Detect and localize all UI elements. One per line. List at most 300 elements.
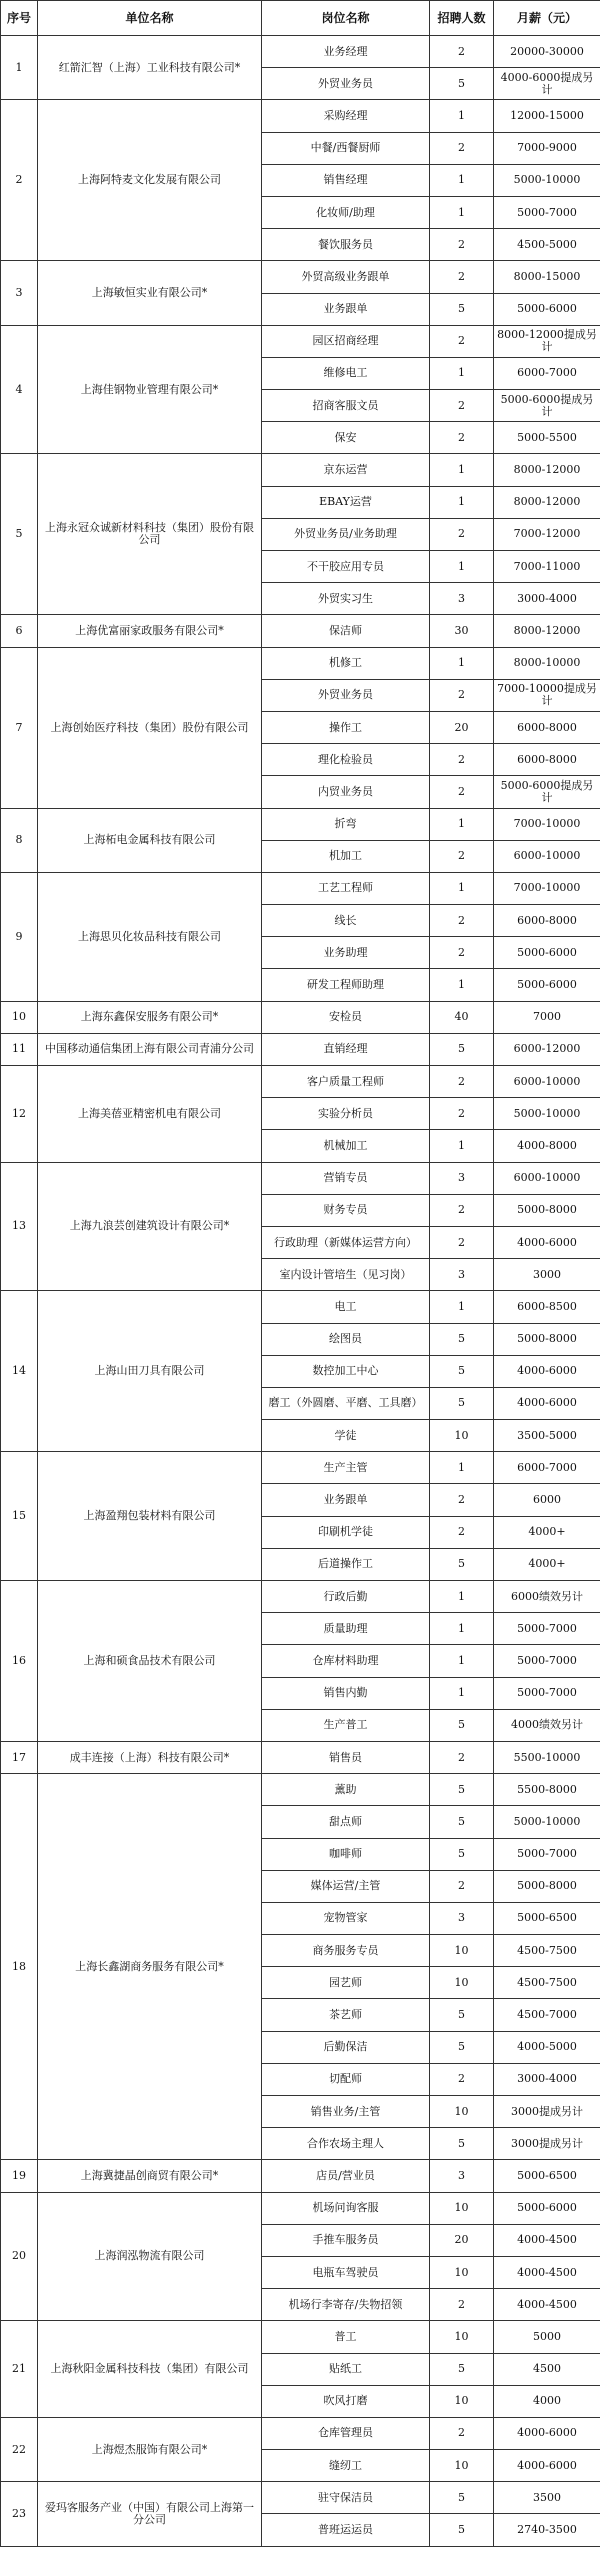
hire-count: 2 — [430, 1870, 494, 1902]
row-number: 15 — [1, 1452, 38, 1581]
position-name: 中餐/西餐厨师 — [262, 132, 430, 164]
row-number: 9 — [1, 872, 38, 1001]
monthly-salary: 4000-6000 — [494, 1355, 600, 1387]
monthly-salary: 5000-8000 — [494, 1323, 600, 1355]
position-name: 咖啡师 — [262, 1838, 430, 1870]
monthly-salary: 8000-15000 — [494, 261, 600, 293]
position-name: 销售经理 — [262, 164, 430, 196]
position-name: 外贸高级业务跟单 — [262, 261, 430, 293]
hire-count: 20 — [430, 2224, 494, 2256]
table-row — [1, 36, 600, 68]
hire-count: 2 — [430, 776, 494, 808]
row-number: 10 — [1, 1001, 38, 1033]
company-name: 上海秋阳金属科技科技（集团）有限公司 — [38, 2321, 262, 2418]
monthly-salary: 4000-5000 — [494, 2031, 600, 2063]
position-name: 切配师 — [262, 2063, 430, 2095]
hire-count: 20 — [430, 711, 494, 743]
hire-count: 2 — [430, 2063, 494, 2095]
hire-count: 1 — [430, 486, 494, 518]
monthly-salary: 6000-12000 — [494, 1033, 600, 1065]
monthly-salary: 5000-6000提成另计 — [494, 776, 600, 808]
row-number: 20 — [1, 2192, 38, 2321]
monthly-salary: 8000-12000 — [494, 486, 600, 518]
hire-count: 1 — [430, 551, 494, 583]
hire-count: 2 — [430, 2289, 494, 2321]
company-name: 上海东鑫保安服务有限公司* — [38, 1001, 262, 1033]
company-name: 上海长鑫湖商务服务有限公司* — [38, 1774, 262, 2160]
position-name: 业务跟单 — [262, 1484, 430, 1516]
monthly-salary: 7000-12000 — [494, 518, 600, 550]
monthly-salary: 5000-6500 — [494, 2160, 600, 2192]
monthly-salary: 7000-9000 — [494, 132, 600, 164]
monthly-salary: 4000-8000 — [494, 1130, 600, 1162]
hire-count: 2 — [430, 518, 494, 550]
monthly-salary: 6000-8000 — [494, 711, 600, 743]
hire-count: 2 — [430, 1741, 494, 1773]
hire-count: 10 — [430, 1935, 494, 1967]
company-name: 上海创始医疗科技（集团）股份有限公司 — [38, 647, 262, 808]
position-name: 操作工 — [262, 711, 430, 743]
monthly-salary: 8000-12000 — [494, 615, 600, 647]
position-name: 直销经理 — [262, 1033, 430, 1065]
position-name: 业务跟单 — [262, 293, 430, 325]
monthly-salary: 5000-6000 — [494, 2192, 600, 2224]
position-name: 电工 — [262, 1291, 430, 1323]
monthly-salary: 4000-4500 — [494, 2224, 600, 2256]
position-name: 甜点师 — [262, 1806, 430, 1838]
table-row — [1, 2321, 600, 2353]
monthly-salary: 3000提成另计 — [494, 2128, 600, 2160]
company-name: 上海优富丽家政服务有限公司* — [38, 615, 262, 647]
position-name: 行政助理（新媒体运营方向） — [262, 1226, 430, 1258]
monthly-salary: 7000-10000 — [494, 808, 600, 840]
company-name: 上海美蓓亚精密机电有限公司 — [38, 1066, 262, 1163]
monthly-salary: 4000-6000 — [494, 1226, 600, 1258]
monthly-salary: 6000-8000 — [494, 905, 600, 937]
monthly-salary: 6000-8500 — [494, 1291, 600, 1323]
hire-count: 10 — [430, 2385, 494, 2417]
table-row — [1, 615, 600, 647]
position-name: 餐饮服务员 — [262, 229, 430, 261]
row-number: 2 — [1, 100, 38, 261]
monthly-salary: 4000-4500 — [494, 2289, 600, 2321]
position-name: 外贸实习生 — [262, 583, 430, 615]
position-name: 工艺工程师 — [262, 872, 430, 904]
company-name: 上海思贝化妆品科技有限公司 — [38, 872, 262, 1001]
hire-count: 1 — [430, 1581, 494, 1613]
monthly-salary: 6000-7000 — [494, 1452, 600, 1484]
hire-count: 30 — [430, 615, 494, 647]
monthly-salary: 6000-8000 — [494, 744, 600, 776]
row-number: 3 — [1, 261, 38, 325]
hire-count: 2 — [430, 1194, 494, 1226]
hire-count: 5 — [430, 1838, 494, 1870]
position-name: 维修电工 — [262, 357, 430, 389]
position-name: 普班运运员 — [262, 2514, 430, 2546]
hire-count: 40 — [430, 1001, 494, 1033]
hire-count: 5 — [430, 1999, 494, 2031]
header-count: 招聘人数 — [430, 1, 494, 36]
position-name: 不干胶应用专员 — [262, 551, 430, 583]
position-name: 业务助理 — [262, 937, 430, 969]
monthly-salary: 5500-10000 — [494, 1741, 600, 1773]
monthly-salary: 6000-7000 — [494, 357, 600, 389]
hire-count: 5 — [430, 293, 494, 325]
monthly-salary: 5000-10000 — [494, 1806, 600, 1838]
table-row — [1, 1741, 600, 1773]
header-position: 岗位名称 — [262, 1, 430, 36]
hire-count: 1 — [430, 1645, 494, 1677]
hire-count: 1 — [430, 196, 494, 228]
hire-count: 2 — [430, 132, 494, 164]
table-body — [1, 36, 600, 2547]
hire-count: 10 — [430, 2256, 494, 2288]
hire-count: 2 — [430, 390, 494, 422]
position-name: 店员/营业员 — [262, 2160, 430, 2192]
position-name: 生产普工 — [262, 1709, 430, 1741]
table-row — [1, 1066, 600, 1098]
position-name: 销售内勤 — [262, 1677, 430, 1709]
hire-count: 1 — [430, 357, 494, 389]
monthly-salary: 3000提成另计 — [494, 2096, 600, 2128]
hire-count: 2 — [430, 937, 494, 969]
hire-count: 10 — [430, 1967, 494, 1999]
position-name: 薰助 — [262, 1774, 430, 1806]
hire-count: 1 — [430, 100, 494, 132]
position-name: 外贸业务员 — [262, 68, 430, 100]
hire-count: 5 — [430, 2482, 494, 2514]
hire-count: 1 — [430, 164, 494, 196]
row-number: 19 — [1, 2160, 38, 2192]
company-name: 上海敏恒实业有限公司* — [38, 261, 262, 325]
position-name: 贴纸工 — [262, 2353, 430, 2385]
table-row — [1, 2192, 600, 2224]
hire-count: 3 — [430, 1259, 494, 1291]
position-name: 实验分析员 — [262, 1098, 430, 1130]
table-row — [1, 1001, 600, 1033]
table-row — [1, 1291, 600, 1323]
monthly-salary: 4500-5000 — [494, 229, 600, 261]
hire-count: 10 — [430, 1420, 494, 1452]
hire-count: 3 — [430, 583, 494, 615]
monthly-salary: 3000-4000 — [494, 583, 600, 615]
row-number: 11 — [1, 1033, 38, 1065]
position-name: 机场行李寄存/失物招领 — [262, 2289, 430, 2321]
position-name: EBAY运营 — [262, 486, 430, 518]
position-name: 线长 — [262, 905, 430, 937]
monthly-salary: 4000+ — [494, 1548, 600, 1580]
company-name: 上海阿特麦文化发展有限公司 — [38, 100, 262, 261]
table-row — [1, 2417, 600, 2449]
monthly-salary: 5000-7000 — [494, 1613, 600, 1645]
position-name: 商务服务专员 — [262, 1935, 430, 1967]
position-name: 保安 — [262, 422, 430, 454]
hire-count: 2 — [430, 1226, 494, 1258]
monthly-salary: 8000-12000提成另计 — [494, 325, 600, 357]
position-name: 质量助理 — [262, 1613, 430, 1645]
hire-count: 2 — [430, 679, 494, 711]
monthly-salary: 3000 — [494, 1259, 600, 1291]
position-name: 销售业务/主管 — [262, 2096, 430, 2128]
company-name: 上海山田刀具有限公司 — [38, 1291, 262, 1452]
table-row — [1, 1162, 600, 1194]
position-name: 仓库材料助理 — [262, 1645, 430, 1677]
position-name: 园艺师 — [262, 1967, 430, 1999]
position-name: 营销专员 — [262, 1162, 430, 1194]
company-name: 成丰连接（上海）科技有限公司* — [38, 1741, 262, 1773]
table-row — [1, 647, 600, 679]
hire-count: 2 — [430, 229, 494, 261]
monthly-salary: 5000-7000 — [494, 1645, 600, 1677]
position-name: 宠物管家 — [262, 1902, 430, 1934]
hire-count: 2 — [430, 1516, 494, 1548]
hire-count: 5 — [430, 2128, 494, 2160]
position-name: 绘图员 — [262, 1323, 430, 1355]
position-name: 京东运营 — [262, 454, 430, 486]
table-row — [1, 1774, 600, 1806]
table-row — [1, 872, 600, 904]
hire-count: 1 — [430, 872, 494, 904]
company-name: 上海润泓物流有限公司 — [38, 2192, 262, 2321]
row-number: 1 — [1, 36, 38, 100]
monthly-salary: 5000-10000 — [494, 1098, 600, 1130]
hire-count: 5 — [430, 1033, 494, 1065]
hire-count: 10 — [430, 2450, 494, 2482]
company-name: 爱玛客服务产业（中国）有限公司上海第一分公司 — [38, 2482, 262, 2546]
hire-count: 1 — [430, 1452, 494, 1484]
position-name: 保洁师 — [262, 615, 430, 647]
hire-count: 2 — [430, 36, 494, 68]
hire-count: 5 — [430, 1355, 494, 1387]
hire-count: 2 — [430, 422, 494, 454]
position-name: 安检员 — [262, 1001, 430, 1033]
hire-count: 1 — [430, 1291, 494, 1323]
row-number: 8 — [1, 808, 38, 872]
table-row — [1, 454, 600, 486]
hire-count: 5 — [430, 1806, 494, 1838]
hire-count: 1 — [430, 647, 494, 679]
header-salary: 月薪（元） — [494, 1, 600, 36]
position-name: 财务专员 — [262, 1194, 430, 1226]
position-name: 仓库管理员 — [262, 2417, 430, 2449]
monthly-salary: 4000-6000 — [494, 1387, 600, 1419]
company-name: 上海佳钢物业管理有限公司* — [38, 325, 262, 454]
monthly-salary: 4500-7500 — [494, 1967, 600, 1999]
hire-count: 5 — [430, 2031, 494, 2063]
position-name: 销售员 — [262, 1741, 430, 1773]
position-name: 磨工（外圆磨、平磨、工具磨） — [262, 1387, 430, 1419]
hire-count: 1 — [430, 454, 494, 486]
position-name: 客户质量工程师 — [262, 1066, 430, 1098]
position-name: 电瓶车驾驶员 — [262, 2256, 430, 2288]
header-company: 单位名称 — [38, 1, 262, 36]
position-name: 折弯 — [262, 808, 430, 840]
position-name: 理化检验员 — [262, 744, 430, 776]
header-no: 序号 — [1, 1, 38, 36]
monthly-salary: 5000-7000 — [494, 1677, 600, 1709]
position-name: 外贸业务员/业务助理 — [262, 518, 430, 550]
monthly-salary: 6000绩效另计 — [494, 1581, 600, 1613]
hire-count: 5 — [430, 2353, 494, 2385]
row-number: 6 — [1, 615, 38, 647]
hire-count: 2 — [430, 1098, 494, 1130]
monthly-salary: 6000 — [494, 1484, 600, 1516]
position-name: 机修工 — [262, 647, 430, 679]
hire-count: 2 — [430, 1066, 494, 1098]
hire-count: 5 — [430, 1548, 494, 1580]
monthly-salary: 4500-7000 — [494, 1999, 600, 2031]
monthly-salary: 3500-5000 — [494, 1420, 600, 1452]
position-name: 园区招商经理 — [262, 325, 430, 357]
position-name: 普工 — [262, 2321, 430, 2353]
monthly-salary: 3000-4000 — [494, 2063, 600, 2095]
monthly-salary: 7000-10000 — [494, 872, 600, 904]
row-number: 21 — [1, 2321, 38, 2418]
hire-count: 5 — [430, 1709, 494, 1741]
position-name: 茶艺师 — [262, 1999, 430, 2031]
monthly-salary: 5000-8000 — [494, 1194, 600, 1226]
monthly-salary: 4000-4500 — [494, 2256, 600, 2288]
company-name: 上海冀捷晶创商贸有限公司* — [38, 2160, 262, 2192]
monthly-salary: 12000-15000 — [494, 100, 600, 132]
position-name: 外贸业务员 — [262, 679, 430, 711]
monthly-salary: 20000-30000 — [494, 36, 600, 68]
position-name: 招商客服文员 — [262, 390, 430, 422]
monthly-salary: 4000+ — [494, 1516, 600, 1548]
row-number: 13 — [1, 1162, 38, 1291]
monthly-salary: 4000-6000 — [494, 2450, 600, 2482]
position-name: 采购经理 — [262, 100, 430, 132]
monthly-salary: 5000-7000 — [494, 196, 600, 228]
row-number: 5 — [1, 454, 38, 615]
monthly-salary: 5000-6000 — [494, 969, 600, 1001]
monthly-salary: 6000-10000 — [494, 1162, 600, 1194]
monthly-salary: 7000 — [494, 1001, 600, 1033]
row-number: 4 — [1, 325, 38, 454]
monthly-salary: 6000-10000 — [494, 840, 600, 872]
monthly-salary: 5000-6000 — [494, 293, 600, 325]
row-number: 7 — [1, 647, 38, 808]
hire-count: 2 — [430, 261, 494, 293]
position-name: 机械加工 — [262, 1130, 430, 1162]
hire-count: 1 — [430, 1130, 494, 1162]
row-number: 23 — [1, 2482, 38, 2546]
table-row — [1, 1452, 600, 1484]
company-name: 上海和硕食品技术有限公司 — [38, 1581, 262, 1742]
hire-count: 10 — [430, 2192, 494, 2224]
hire-count: 5 — [430, 1387, 494, 1419]
hire-count: 1 — [430, 808, 494, 840]
monthly-salary: 5000-6500 — [494, 1902, 600, 1934]
hire-count: 1 — [430, 1613, 494, 1645]
company-name: 红箭汇智（上海）工业科技有限公司* — [38, 36, 262, 100]
row-number: 16 — [1, 1581, 38, 1742]
monthly-salary: 8000-10000 — [494, 647, 600, 679]
hire-count: 2 — [430, 905, 494, 937]
hire-count: 5 — [430, 2514, 494, 2546]
hire-count: 3 — [430, 1902, 494, 1934]
position-name: 机加工 — [262, 840, 430, 872]
position-name: 印刷机学徒 — [262, 1516, 430, 1548]
monthly-salary: 5000-6000提成另计 — [494, 390, 600, 422]
row-number: 17 — [1, 1741, 38, 1773]
position-name: 学徒 — [262, 1420, 430, 1452]
position-name: 机场问询客服 — [262, 2192, 430, 2224]
row-number: 18 — [1, 1774, 38, 2160]
hire-count: 2 — [430, 1484, 494, 1516]
company-name: 上海永冠众诚新材料科技（集团）股份有限公司 — [38, 454, 262, 615]
hire-count: 10 — [430, 2096, 494, 2128]
monthly-salary: 4000-6000提成另计 — [494, 68, 600, 100]
position-name: 缝纫工 — [262, 2450, 430, 2482]
company-name: 中国移动通信集团上海有限公司青浦分公司 — [38, 1033, 262, 1065]
hire-count: 2 — [430, 2417, 494, 2449]
hire-count: 1 — [430, 969, 494, 1001]
row-number: 14 — [1, 1291, 38, 1452]
position-name: 驻守保洁员 — [262, 2482, 430, 2514]
hire-count: 2 — [430, 840, 494, 872]
table-row — [1, 2482, 600, 2514]
monthly-salary: 7000-11000 — [494, 551, 600, 583]
position-name: 研发工程师助理 — [262, 969, 430, 1001]
monthly-salary: 3500 — [494, 2482, 600, 2514]
position-name: 化妆师/助理 — [262, 196, 430, 228]
table-row — [1, 1033, 600, 1065]
company-name: 上海柘电金属科技有限公司 — [38, 808, 262, 872]
monthly-salary: 7000-10000提成另计 — [494, 679, 600, 711]
table-row — [1, 261, 600, 293]
position-name: 后道操作工 — [262, 1548, 430, 1580]
position-name: 业务经理 — [262, 36, 430, 68]
position-name: 室内设计管培生（见习岗） — [262, 1259, 430, 1291]
position-name: 后勤保洁 — [262, 2031, 430, 2063]
header-row — [1, 1, 600, 36]
hire-count: 5 — [430, 68, 494, 100]
hire-count: 5 — [430, 1774, 494, 1806]
hire-count: 2 — [430, 744, 494, 776]
monthly-salary: 4000 — [494, 2385, 600, 2417]
row-number: 12 — [1, 1066, 38, 1163]
hire-count: 1 — [430, 1677, 494, 1709]
position-name: 合作农场主理人 — [262, 2128, 430, 2160]
row-number: 22 — [1, 2417, 38, 2481]
position-name: 行政后勤 — [262, 1581, 430, 1613]
hire-count: 2 — [430, 325, 494, 357]
hire-count: 5 — [430, 1323, 494, 1355]
position-name: 媒体运营/主管 — [262, 1870, 430, 1902]
table-row — [1, 808, 600, 840]
monthly-salary: 4000-6000 — [494, 2417, 600, 2449]
monthly-salary: 2740-3500 — [494, 2514, 600, 2546]
monthly-salary: 5500-8000 — [494, 1774, 600, 1806]
company-name: 上海九浪芸创建筑设计有限公司* — [38, 1162, 262, 1291]
position-name: 内贸业务员 — [262, 776, 430, 808]
monthly-salary: 5000-10000 — [494, 164, 600, 196]
hire-count: 3 — [430, 2160, 494, 2192]
position-name: 手推车服务员 — [262, 2224, 430, 2256]
hire-count: 3 — [430, 1162, 494, 1194]
company-name: 上海盈翔包装材料有限公司 — [38, 1452, 262, 1581]
monthly-salary: 5000-6000 — [494, 937, 600, 969]
monthly-salary: 5000-5500 — [494, 422, 600, 454]
hire-count: 10 — [430, 2321, 494, 2353]
monthly-salary: 6000-10000 — [494, 1066, 600, 1098]
monthly-salary: 4500 — [494, 2353, 600, 2385]
position-name: 生产主管 — [262, 1452, 430, 1484]
table-row — [1, 2160, 600, 2192]
table-row — [1, 325, 600, 357]
monthly-salary: 4000绩效另计 — [494, 1709, 600, 1741]
